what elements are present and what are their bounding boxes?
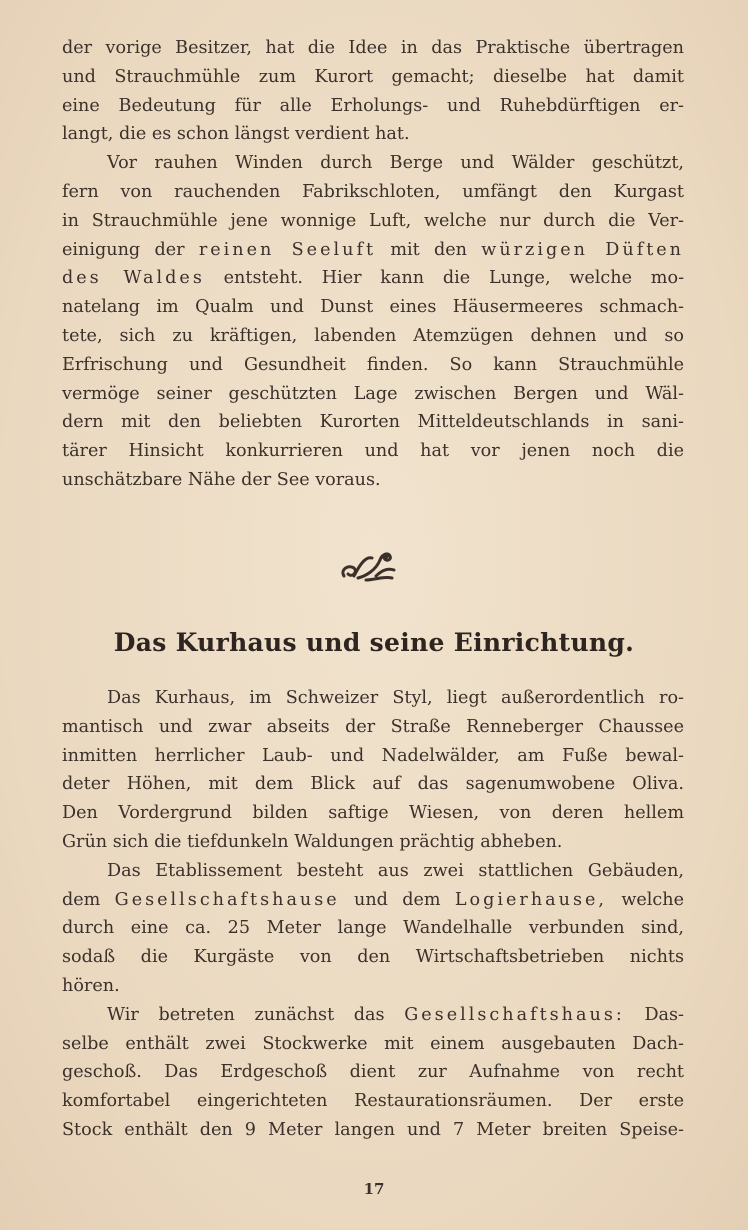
text-fragment: welche: [621, 889, 685, 910]
text-fragment: und dem: [354, 889, 441, 910]
text-line: Das Kurhaus, im Schweizer Styl, liegt außerordentlich ro-: [107, 688, 684, 708]
text-line-mixed: [62, 1001, 684, 1030]
text-line: geschoß. Das Erdgeschoß dient zur Aufnahme von recht: [62, 1062, 684, 1083]
text-line: natelang im Qualm und Dunst eines Häusermeeres schmach-: [62, 297, 684, 318]
paragraph-2: [62, 149, 684, 495]
floral-ornament-icon: [336, 546, 400, 586]
text-line-mixed: [62, 236, 684, 265]
text-line: unschätzbare Nähe der See voraus.: [62, 469, 381, 490]
text-line: selbe enthält zwei Stockwerke mit einem ausgebauten Dach-: [62, 1033, 684, 1054]
text-line: langt, die es schon längst verdient hat.: [62, 124, 410, 145]
text-line: Das Etablissement besteht aus zwei stattlichen Gebäuden,: [107, 860, 684, 881]
emphasis-wuerzige-dueften: würzigen Düften: [481, 239, 685, 260]
text-line: tärer Hinsicht konkurrieren und hat vor jenen noch die: [62, 441, 684, 462]
paragraph-5: [62, 1001, 684, 1145]
section-heading: Das Kurhaus und seine Einrichtung.: [113, 628, 635, 657]
text-line: dern mit den beliebten Kurorten Mitteldeutschlands in sani-: [62, 412, 684, 433]
text-line: hören.: [62, 975, 120, 996]
text-line: inmitten herrlicher Laub- und Nadelwälder, am Fuße bewal-: [62, 745, 684, 766]
text-fragment: mit den: [390, 239, 467, 260]
text-line: Grün sich die tiefdunkeln Waldungen prächtig abheben.: [62, 831, 563, 852]
text-line: eine Bedeutung für alle Erholungs- und Ruhebdürftigen er-: [62, 95, 684, 116]
paragraph-4: [62, 857, 684, 1001]
text-line: Vor rauhen Winden durch Berge und Wälder geschützt,: [107, 153, 684, 174]
text-block-top: [62, 34, 684, 495]
text-line: in Strauchmühle jene wonnige Luft, welche nur durch die Ver-: [62, 210, 684, 231]
emphasis-gesellschaftshause: Gesellschaftshause: [114, 889, 340, 910]
emphasis-logierhause: Logierhause,: [454, 889, 608, 910]
text-line: fern von rauchenden Fabrikschloten, umfängt den Kurgast: [62, 181, 684, 202]
text-fragment: einigung der: [62, 239, 185, 260]
page-number: 17: [363, 1180, 385, 1198]
text-fragment: Wir betreten zunächst das: [107, 1004, 385, 1025]
text-line: Stock enthält den 9 Meter langen und 7 Meter breiten Speise-: [62, 1119, 684, 1140]
text-line-mixed: [62, 264, 684, 293]
text-line: deter Höhen, mit dem Blick auf das sagenumwobene Oliva.: [62, 774, 684, 795]
text-fragment: dem: [62, 889, 101, 910]
emphasis-reine-seeluft: reinen Seeluft: [198, 239, 377, 260]
text-line: Erfrischung und Gesundheit finden. So kann Strauchmühle: [62, 354, 684, 375]
text-line: durch eine ca. 25 Meter lange Wandelhalle verbunden sind,: [62, 918, 684, 939]
text-line: vermöge seiner geschützten Lage zwischen Bergen und Wäl-: [62, 383, 684, 404]
text-fragment: entsteht. Hier kann die Lunge, welche mo-: [223, 268, 685, 289]
paragraph-3: [62, 684, 684, 857]
text-line: Den Vordergrund bilden saftige Wiesen, von deren hellem: [62, 803, 684, 824]
text-line: der vorige Besitzer, hat die Idee in das Praktische übertragen: [62, 38, 684, 58]
text-line: sodaß die Kurgäste von den Wirtschaftsbetrieben nichts: [62, 947, 684, 968]
text-fragment: Das-: [644, 1004, 685, 1025]
text-block-bottom: [62, 684, 684, 1145]
paragraph-top: [62, 34, 684, 149]
text-line-mixed: [62, 886, 684, 915]
emphasis-des-waldes: des Waldes: [62, 268, 205, 289]
text-line: tete, sich zu kräftigen, labenden Atemzügen dehnen und so: [62, 325, 684, 346]
text-line: mantisch und zwar abseits der Straße Renneberger Chaussee: [62, 716, 684, 737]
text-line: komfortabel eingerichteten Restaurationsräumen. Der erste: [62, 1091, 684, 1112]
text-line: und Strauchmühle zum Kurort gemacht; dieselbe hat damit: [62, 66, 684, 87]
emphasis-gesellschaftshaus: Gesellschaftshaus:: [404, 1004, 625, 1025]
